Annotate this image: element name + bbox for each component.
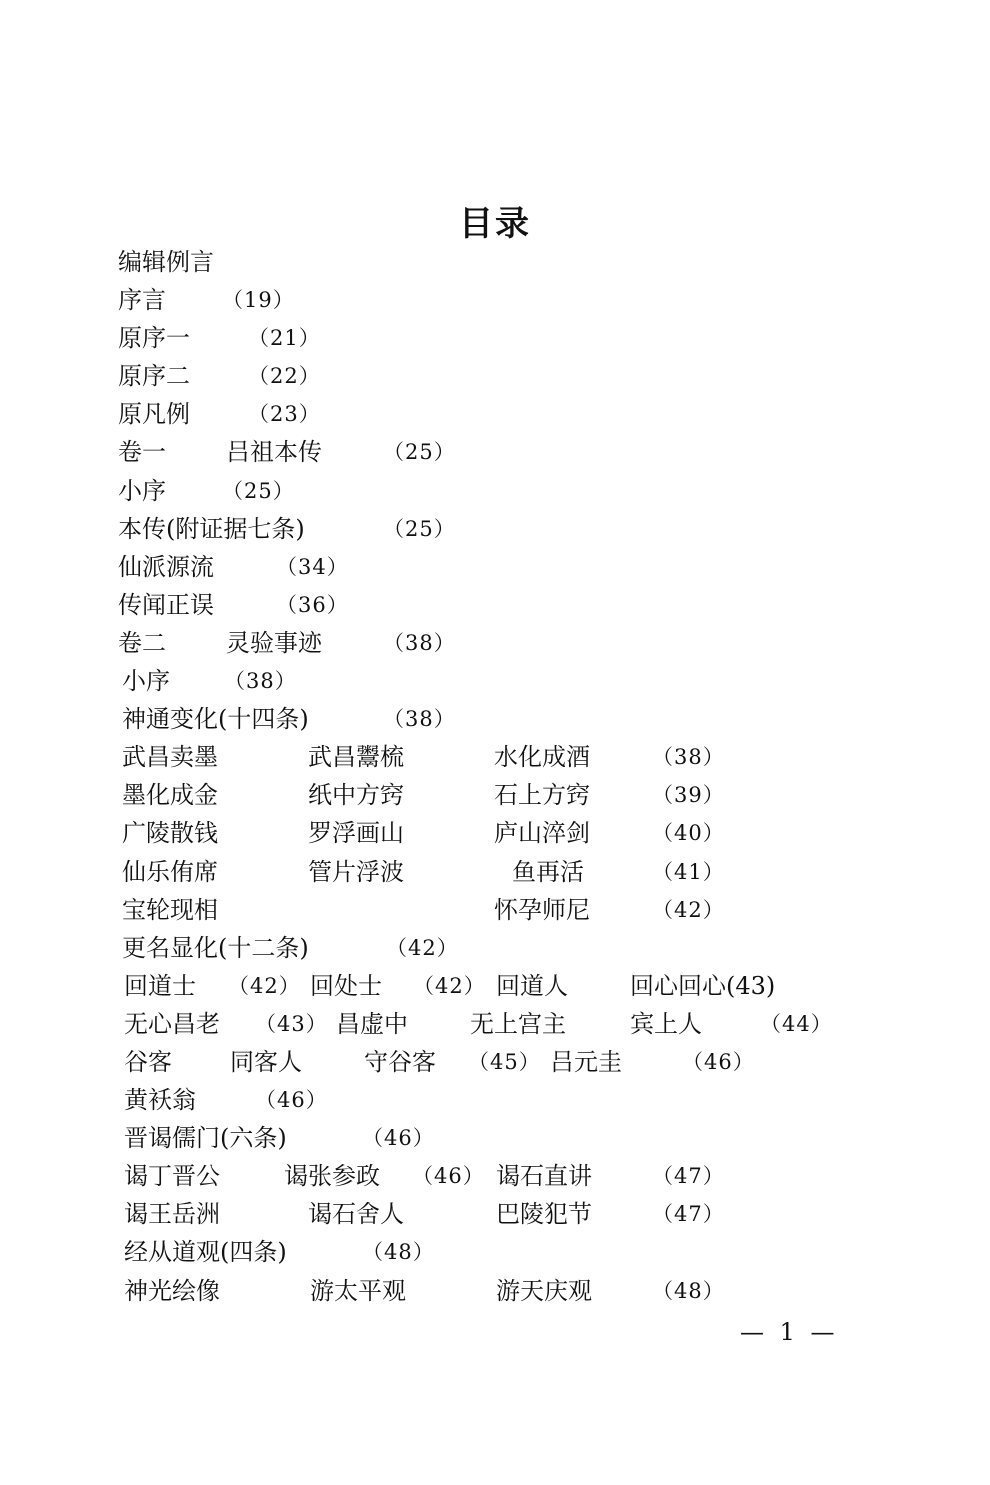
toc-entry <box>0 281 990 319</box>
toc-entry-title: 回处士 <box>310 971 382 1000</box>
toc-entry <box>0 395 990 433</box>
toc-entry <box>0 472 990 510</box>
toc-entry-title: 墨化成金 <box>122 781 218 810</box>
toc-entry-title: 卷一 <box>118 438 166 467</box>
toc-page-ref: （22） <box>248 364 321 389</box>
toc-entry <box>0 929 990 967</box>
toc-entry-title: 谒王岳洲 <box>124 1200 220 1229</box>
toc-entry-title: 巴陵犯节 <box>496 1200 592 1229</box>
toc-entry <box>0 1005 990 1043</box>
toc-entry-title: 原序二 <box>118 362 190 391</box>
toc-entry-title: 广陵散钱 <box>122 819 218 848</box>
toc-page-ref: （39） <box>652 783 725 808</box>
toc-entry-title: 谒石直讲 <box>496 1162 592 1191</box>
toc-entry <box>0 319 990 357</box>
toc-entry <box>0 814 990 852</box>
toc-entry-title: 黄袄翁 <box>124 1086 196 1115</box>
toc-entry-title: 本传(附证据七条) <box>118 514 305 543</box>
toc-page-ref: （42） <box>413 973 486 998</box>
toc-entry-title: 武昌卖墨 <box>122 743 218 772</box>
toc-entry-title: 宾上人 <box>630 1009 702 1038</box>
toc-entry-title: 守谷客 <box>364 1047 436 1076</box>
toc-entry-title: 晋谒儒门(六条) <box>124 1124 287 1153</box>
toc-entry-title: 原凡例 <box>118 400 190 429</box>
toc-entry-title: 仙派源流 <box>118 552 214 581</box>
toc-page-ref: （42） <box>652 897 725 922</box>
toc-entry-title: 仙乐侑席 <box>122 857 218 886</box>
toc-entry-title: 武昌鬻梳 <box>308 743 404 772</box>
toc-entry-title: 谒石舍人 <box>308 1200 404 1229</box>
toc-page-ref: （40） <box>652 821 725 846</box>
toc-entry-title: 无上宫主 <box>470 1009 566 1038</box>
toc-entry <box>0 243 990 281</box>
toc-entry <box>0 548 990 586</box>
toc-entry <box>0 662 990 700</box>
toc-entry <box>0 1119 990 1157</box>
toc-entry-title: 水化成酒 <box>494 743 590 772</box>
toc-entry <box>0 776 990 814</box>
toc-entry <box>0 700 990 738</box>
toc-entry-title: 神通变化(十四条) <box>122 705 309 734</box>
toc-page-ref: （34） <box>276 554 349 579</box>
toc-page-ref: （19） <box>222 288 295 313</box>
toc-entry-title: 吕元圭 <box>550 1047 622 1076</box>
toc-entry <box>0 853 990 891</box>
toc-page-ref: （46） <box>412 1164 485 1189</box>
toc-entry-title: 谒张参政 <box>284 1162 380 1191</box>
toc-page-ref: （38） <box>652 745 725 770</box>
toc-entry-title: 同客人 <box>230 1047 302 1076</box>
toc-entry <box>0 1157 990 1195</box>
toc-page-ref: （46） <box>255 1088 328 1113</box>
toc-page-ref: （46） <box>682 1049 755 1074</box>
toc-entry-title: 经从道观(四条) <box>124 1238 287 1267</box>
toc-entry-title: 吕祖本传 <box>226 438 322 467</box>
toc-entry <box>0 357 990 395</box>
toc-entry-title: 序言 <box>118 286 166 315</box>
toc-page-ref: （44） <box>760 1011 833 1036</box>
toc-entry-title: 回道士 <box>124 971 196 1000</box>
toc-entry <box>0 1233 990 1271</box>
toc-page-ref: （23） <box>248 402 321 427</box>
toc-page-ref: （48） <box>652 1278 725 1303</box>
toc-page-ref: （45） <box>468 1049 541 1074</box>
toc-page-ref: （47） <box>652 1202 725 1227</box>
toc-entry <box>0 510 990 548</box>
toc-page-ref: （42） <box>386 935 459 960</box>
toc-entry <box>0 967 990 1005</box>
toc-entry-title: 石上方窍 <box>494 781 590 810</box>
toc-entry-title: 游天庆观 <box>496 1276 592 1305</box>
toc-entry <box>0 891 990 929</box>
toc-page-ref: （47） <box>652 1164 725 1189</box>
toc-entry-title: 怀孕师尼 <box>494 895 590 924</box>
toc-entry-title: 神光绘像 <box>124 1276 220 1305</box>
toc-entry <box>0 1043 990 1081</box>
toc-entry-title: 原序一 <box>118 324 190 353</box>
toc-entry <box>0 738 990 776</box>
page-number: — 1 — <box>740 1318 839 1346</box>
toc-page-ref: （25） <box>383 440 456 465</box>
toc-title: 目录 <box>459 204 531 244</box>
toc-entry-title: 宝轮现相 <box>122 895 218 924</box>
toc-entry-title: 卷二 <box>118 628 166 657</box>
toc-page-ref: （25） <box>222 478 295 503</box>
toc-page-ref: （43） <box>255 1011 328 1036</box>
toc-page-ref: （46） <box>362 1126 435 1151</box>
toc-entry-title: 游太平观 <box>310 1276 406 1305</box>
toc-entry-title: 鱼再活 <box>512 857 584 886</box>
toc-entry-title: 管片浮波 <box>308 857 404 886</box>
toc-entry-title: 小序 <box>122 667 170 696</box>
toc-entry-title: 更名显化(十二条) <box>122 933 309 962</box>
toc-entry-title: 罗浮画山 <box>308 819 404 848</box>
toc-page-ref: （48） <box>362 1240 435 1265</box>
toc-page-ref: （38） <box>224 669 297 694</box>
toc-entry-title: 传闻正误 <box>118 590 214 619</box>
toc-entry-title: 谷客 <box>124 1047 172 1076</box>
toc-entry-title: 回心回心(43) <box>630 971 776 1000</box>
toc-page-ref: （41） <box>652 859 725 884</box>
toc-entry-title: 庐山淬剑 <box>494 819 590 848</box>
toc-page-ref: （25） <box>383 516 456 541</box>
toc-entry-title: 昌虚中 <box>336 1009 408 1038</box>
toc-entry <box>0 433 990 471</box>
toc-entry-title: 编辑例言 <box>118 248 214 276</box>
toc-entry <box>0 1081 990 1119</box>
toc-entry <box>0 586 990 624</box>
toc-entry <box>0 1272 990 1310</box>
toc-entry-title: 纸中方窍 <box>308 781 404 810</box>
toc-page-ref: （38） <box>383 707 456 732</box>
toc-entry-title: 谒丁晋公 <box>124 1162 220 1191</box>
toc-entry <box>0 624 990 662</box>
toc-entry-title: 无心昌老 <box>124 1009 220 1038</box>
toc-page-ref: （36） <box>276 592 349 617</box>
toc-entry-title: 回道人 <box>496 971 568 1000</box>
toc-page-ref: （42） <box>228 973 301 998</box>
toc-page-ref: （38） <box>383 630 456 655</box>
toc-entry-title: 小序 <box>118 476 166 505</box>
toc-entry <box>0 1195 990 1233</box>
toc-page-ref: （21） <box>248 326 321 351</box>
table-of-contents <box>0 243 990 1310</box>
toc-entry-title: 灵验事迹 <box>226 628 322 657</box>
